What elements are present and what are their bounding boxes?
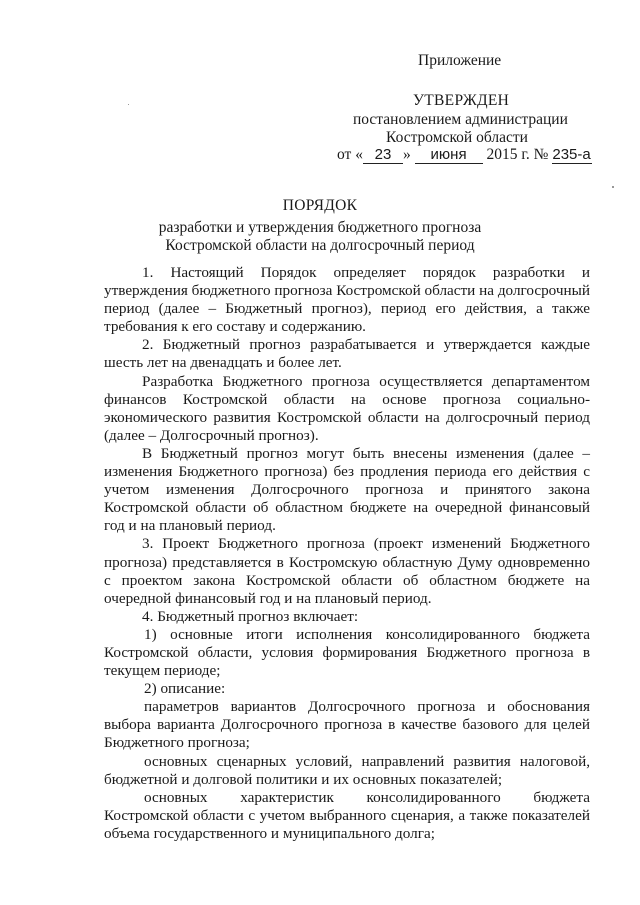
title-main: ПОРЯДОК bbox=[282, 197, 358, 214]
document-body bbox=[104, 264, 590, 843]
paragraph: основных характеристик консолидированного бюджета Костромской области с учетом выбранного сценария, а также показателей объема государственного и муниципального долга; bbox=[104, 788, 590, 842]
date-prefix: от « bbox=[337, 146, 363, 163]
title-line-2: Костромской области на долгосрочный период bbox=[165, 237, 475, 254]
paragraph: 1) основные итоги исполнения консолидированного бюджета Костромской области, условия формирования Бюджетного прогноза в текущем периоде; bbox=[104, 625, 590, 680]
paragraph: 1. Настоящий Порядок определяет порядок разработки и утверждения бюджетного прогноза Костромской области на долгосрочный период (далее – Бюджетный прогноз), период его действия, а также требования к его составу и содержанию. bbox=[104, 264, 590, 336]
paragraph: В Бюджетный прогноз могут быть внесены изменения (далее – изменения Бюджетного прогноза) без продления периода его действия с учетом изменения Долгосрочного прогноза и принятого закона Костромской области об областном бюджете на очередной финансовый год и на плановый период. bbox=[104, 444, 590, 535]
paragraph: 2) описание: bbox=[144, 680, 226, 698]
scan-speck bbox=[128, 104, 129, 105]
decree-line-1: постановлением администрации bbox=[353, 111, 568, 128]
paragraph: основных сценарных условий, направлений развития налоговой, бюджетной и долговой политики и их основных показателей; bbox=[104, 752, 590, 788]
title-line-1: разработки и утверждения бюджетного прогноза bbox=[158, 219, 482, 236]
scan-speck bbox=[612, 186, 614, 188]
decree-number: 235-а bbox=[552, 146, 591, 163]
document-title bbox=[0, 197, 640, 255]
appendix-label: Приложение bbox=[418, 52, 502, 69]
approved-label: УТВЕРЖДЕН bbox=[413, 92, 510, 109]
paragraph: параметров вариантов Долгосрочного прогноза и обоснования выбора варианта Долгосрочного прогноза в качестве базового для целей Бюджетного прогноза; bbox=[104, 698, 590, 752]
decree-line-2: Костромской области bbox=[386, 129, 528, 146]
date-month: июня bbox=[415, 146, 483, 164]
date-year: 2015 г. № bbox=[486, 146, 549, 163]
date-day: 23 bbox=[363, 146, 403, 164]
paragraph: 3. Проект Бюджетного прогноза (проект изменений Бюджетного прогноза) представляется в Костромскую областную Думу одновременно с проектом закона Костромской области об областном бюджете на очередной финансовый год и на плановый период. bbox=[104, 535, 590, 607]
date-mid: » bbox=[402, 146, 411, 163]
paragraph: 4. Бюджетный прогноз включает: bbox=[142, 607, 359, 625]
paragraph: Разработка Бюджетного прогноза осуществляется департаментом финансов Костромской области на основе прогноза социально-экономического развития Костромской области на долгосрочный период (далее – Долгосрочный прогноз). bbox=[104, 372, 590, 444]
paragraph: 2. Бюджетный прогноз разрабатывается и утверждается каждые шесть лет на двенадцать и более лет. bbox=[104, 336, 590, 372]
decree-date-line bbox=[337, 146, 592, 164]
